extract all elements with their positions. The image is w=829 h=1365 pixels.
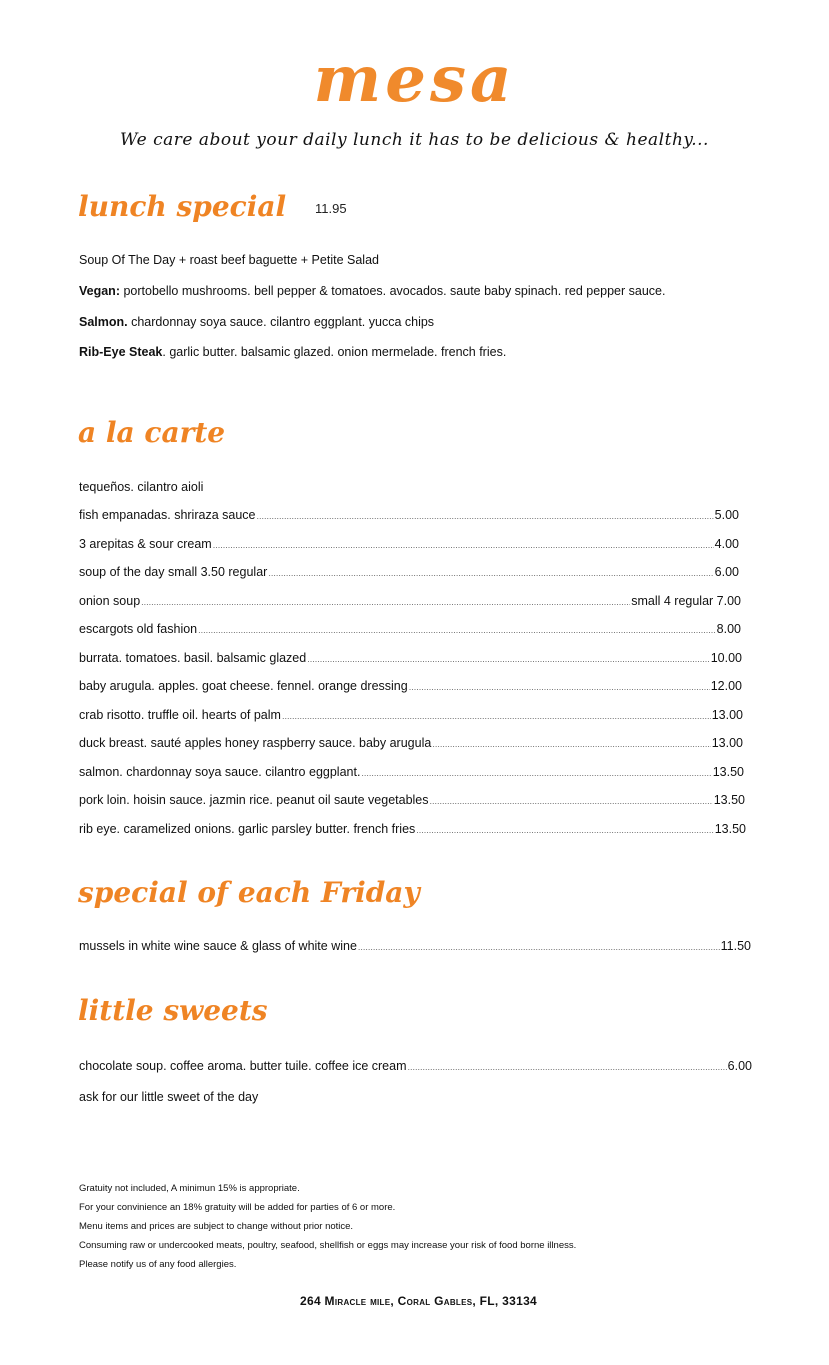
item-price: 4.00 <box>714 537 739 551</box>
menu-item: escargots old fashion ..... 8.00 <box>79 621 741 638</box>
restaurant-logo: mesa <box>313 42 516 117</box>
item-price: 6.00 <box>714 565 739 579</box>
section-title-friday-special: special of each Friday <box>78 876 420 909</box>
footer-note: Gratuity not included, A minimun 15% is appropriate. <box>79 1183 300 1194</box>
menu-item: burrata. tomatoes. basil. balsamic glazed ..... 10.00 <box>79 650 742 667</box>
item-price: 13.50 <box>713 793 745 807</box>
menu-item: fish empanadas. shriraza sauce ..... 5.00 <box>79 507 739 524</box>
item-price: small 4 regular 7.00 <box>631 594 741 608</box>
item-price: 13.50 <box>712 765 744 779</box>
tagline: We care about your daily lunch it has to be delicious & healthy... <box>120 130 709 150</box>
item-price: 13.00 <box>711 736 743 750</box>
section-title-little-sweets: little sweets <box>78 994 268 1027</box>
menu-item: mussels in white wine sauce & glass of white wine ..... 11.50 <box>79 938 751 955</box>
menu-item: baby arugula. apples. goat cheese. fennel. orange dressing ..... 12.00 <box>79 678 742 695</box>
menu-item: tequeños. cilantro aioli <box>79 480 204 494</box>
item-price: 10.00 <box>710 651 742 665</box>
lunch-item-salmon: Salmon. chardonnay soya sauce. cilantro eggplant. yucca chips <box>79 315 435 329</box>
footer-note: Please notify us of any food allergies. <box>79 1259 237 1270</box>
item-label: Rib-Eye Steak <box>79 345 163 359</box>
item-price: 13.50 <box>714 822 746 836</box>
lunch-item: Soup Of The Day + roast beef baguette + Petite Salad <box>79 253 379 267</box>
item-price: 8.00 <box>716 622 741 636</box>
item-price: 11.50 <box>720 939 751 953</box>
lunch-item-vegan: Vegan: portobello mushrooms. bell pepper & tomatoes. avocados. saute baby spinach. red pepper sauce. <box>79 284 666 298</box>
menu-item: rib eye. caramelized onions. garlic parsley butter. french fries ..... 13.50 <box>79 821 746 838</box>
footer-note: For your convinience an 18% gratuity will be added for parties of 6 or more. <box>79 1202 396 1213</box>
section-title-a-la-carte: a la carte <box>78 416 226 449</box>
item-price: 6.00 <box>727 1059 752 1073</box>
footer-note: Consuming raw or undercooked meats, poultry, seafood, shellfish or eggs may increase your risk of food borne illness. <box>79 1240 577 1251</box>
item-price: 12.00 <box>710 679 742 693</box>
item-label: Salmon. <box>79 315 128 329</box>
menu-item: salmon. chardonnay soya sauce. cilantro eggplant. ..... 13.50 <box>79 764 744 781</box>
item-label: Vegan: <box>79 284 120 298</box>
item-price: 13.00 <box>711 708 743 722</box>
menu-item: ask for our little sweet of the day <box>79 1090 259 1104</box>
menu-item: soup of the day small 3.50 regular ..... 6.00 <box>79 564 739 581</box>
lunch-item-ribeye: Rib-Eye Steak. garlic butter. balsamic glazed. onion mermelade. french fries. <box>79 345 507 359</box>
footer-note: Menu items and prices are subject to change without prior notice. <box>79 1221 354 1232</box>
menu-item: crab risotto. truffle oil. hearts of palm ..... 13.00 <box>79 707 743 724</box>
menu-item: pork loin. hoisin sauce. jazmin rice. peanut oil saute vegetables ..... 13.50 <box>79 792 745 809</box>
lunch-special-price: 11.95 <box>315 201 347 216</box>
menu-item: onion soup ..... small 4 regular 7.00 <box>79 593 741 610</box>
restaurant-address: 264 Miracle mile, Coral Gables, FL, 33134 <box>300 1294 538 1308</box>
item-price: 5.00 <box>714 508 739 522</box>
menu-item: chocolate soup. coffee aroma. butter tuile. coffee ice cream ..... 6.00 <box>79 1058 752 1075</box>
menu-item: duck breast. sauté apples honey raspberry sauce. baby arugula ..... 13.00 <box>79 735 743 752</box>
menu-item: 3 arepitas & sour cream ..... 4.00 <box>79 536 739 553</box>
section-title-lunch-special: lunch special <box>78 190 287 223</box>
